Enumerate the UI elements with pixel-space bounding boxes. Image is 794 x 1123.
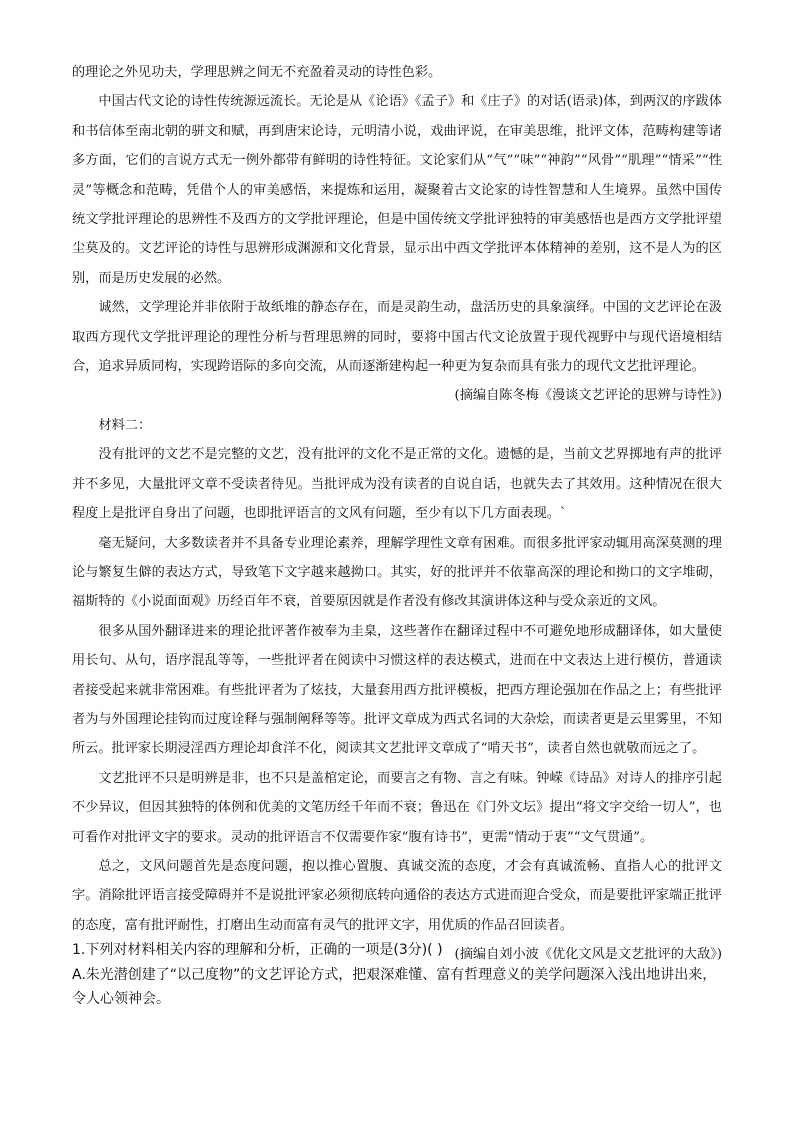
paragraph: 中国古代文论的诗性传统源远流长。无论是从《论语》《孟子》和《庄子》的对话(语录)体，到两汉的序跋体和书信体至南北朝的骈文和赋，再到唐宋论诗，元明清小说，戏曲评说，在审美思维，批评文体，范畴构建等诸多方面，它们的言说方式无一例外都带有鲜明的诗性特征。文论家们从“气”“味”“神韵”“风骨”“肌理”“情采”“性灵”等概念和范畴，凭借个人的审美感悟，来提炼和运用，凝聚着古文论家的诗性智慧和人生境界。虽然中国传统文学批评理论的思辨性不及西方的文学批评理论，但是中国传统文学批评独特的审美感悟也是西方文学批评望尘莫及的。文艺评论的诗性与思辨形成渊源和文化背景，显示出中西文学批评本体精神的差别，这不是人为的区别，而是历史发展的必然。 [72, 94, 722, 286]
source-citation: (摘编自陈冬梅《漫谈文艺评论的思辨与诗性》) [454, 388, 722, 404]
paragraph: 文艺批评不只是明辨是非，也不只是盖棺定论，而要言之有物、言之有味。钟嵘《诗品》对诗人的排序引起不少异议，但因其独特的体例和优美的文笔历经千年而不衰；鲁迅在《门外文坛》提出“将文字交给一切人”，也可看作对批评文字的要求。灵动的批评语言不仅需要作家“腹有诗书”，更需“情动于衷”“文气贯通”。 [72, 770, 722, 845]
paragraph: 诚然，文学理论并非依附于故纸堆的静态存在，而是灵韵生动，盘活历史的具象演绎。中国的文艺评论在汲取西方现代文学批评理论的理性分析与哲理思辨的同时，要将中国古代文论放置于现代视野中与现代语境相结合，追求异质同构，实现跨语际的多向交流，从而逐渐建构起一种更为复杂而具有张力的现代文艺批评理论。 [72, 300, 722, 375]
paragraph: 的理论之外见功夫，学理思辨之间无不充盈着灵动的诗性色彩。 [72, 65, 442, 80]
paragraph: 没有批评的文艺不是完整的文艺，没有批评的文化不是正常的文化。遗憾的是，当前文艺界掷地有声的批评并不多见，大量批评文章不受读者待见。当批评成为没有读者的自说自话，也就失去了其效用。这种情况在很大程度上是批评自身出了问题，也即批评语言的文风有问题，至少有以下几方面表现。` [72, 447, 722, 522]
option-a: A.朱光潜创建了“以己度物”的文艺评论方式，把艰深难懂、富有哲理意义的美学问题深入浅出地讲出来，令人心领神会。 [72, 966, 717, 1007]
paragraph: 很多从国外翻译进来的理论批评著作被奉为圭臬，这些著作在翻译过程中不可避免地形成翻译体，如大量使用长句、从句，语序混乱等等，一些批评者在阅读中习惯这样的表达模式，进而在中文表达上进行模仿，普通读者接受起来就非常困难。有些批评者为了炫技，大量套用西方批评模板，把西方理论强加在作品之上；有些批评者为与外国理论挂钩而过度诠释与强制阐释等等。批评文章成为西式名词的大杂烩，而读者更是云里雾里，不知所云。批评家长期浸淫西方理论却食洋不化，阅读其文艺批评文章成了“啃天书”，读者自然也就敬而远之了。 [72, 623, 722, 757]
question-stem: 1.下列对材料相关内容的理解和分析，正确的一项是(3分)( ) [72, 942, 443, 958]
material-label: 材料二： [98, 417, 152, 433]
paragraph: 总之，文风问题首先是态度问题，抱以推心置腹、真诚交流的态度，才会有真诚流畅、直指人心的批评文字。消除批评语言接受障碍并不是说批评家必须彻底转向通俗的表达方式进而迎合受众，而是要批评家端正批评的态度，富有批评耐性，打磨出生动而富有灵气的批评文字，用优质的作品召回读者。 [72, 858, 722, 933]
passage [72, 58, 722, 970]
paragraph: 毫无疑问，大多数读者并不具备专业理论素养，理解学理性文章有困难。而很多批评家动辄用高深莫测的理论与繁复生僻的表达方式，导致笔下文字越来越拗口。其实，好的批评并不依靠高深的理论和拗口的文字堆砌，福斯特的《小说面面观》历经百年不衰，首要原因就是作者没有修改其演讲体这种与受众亲近的文风。 [72, 535, 722, 610]
question-block [72, 938, 722, 1012]
source-citation: (摘编自刘小波《优化文风是文艺批评的大敌》) [454, 947, 722, 963]
